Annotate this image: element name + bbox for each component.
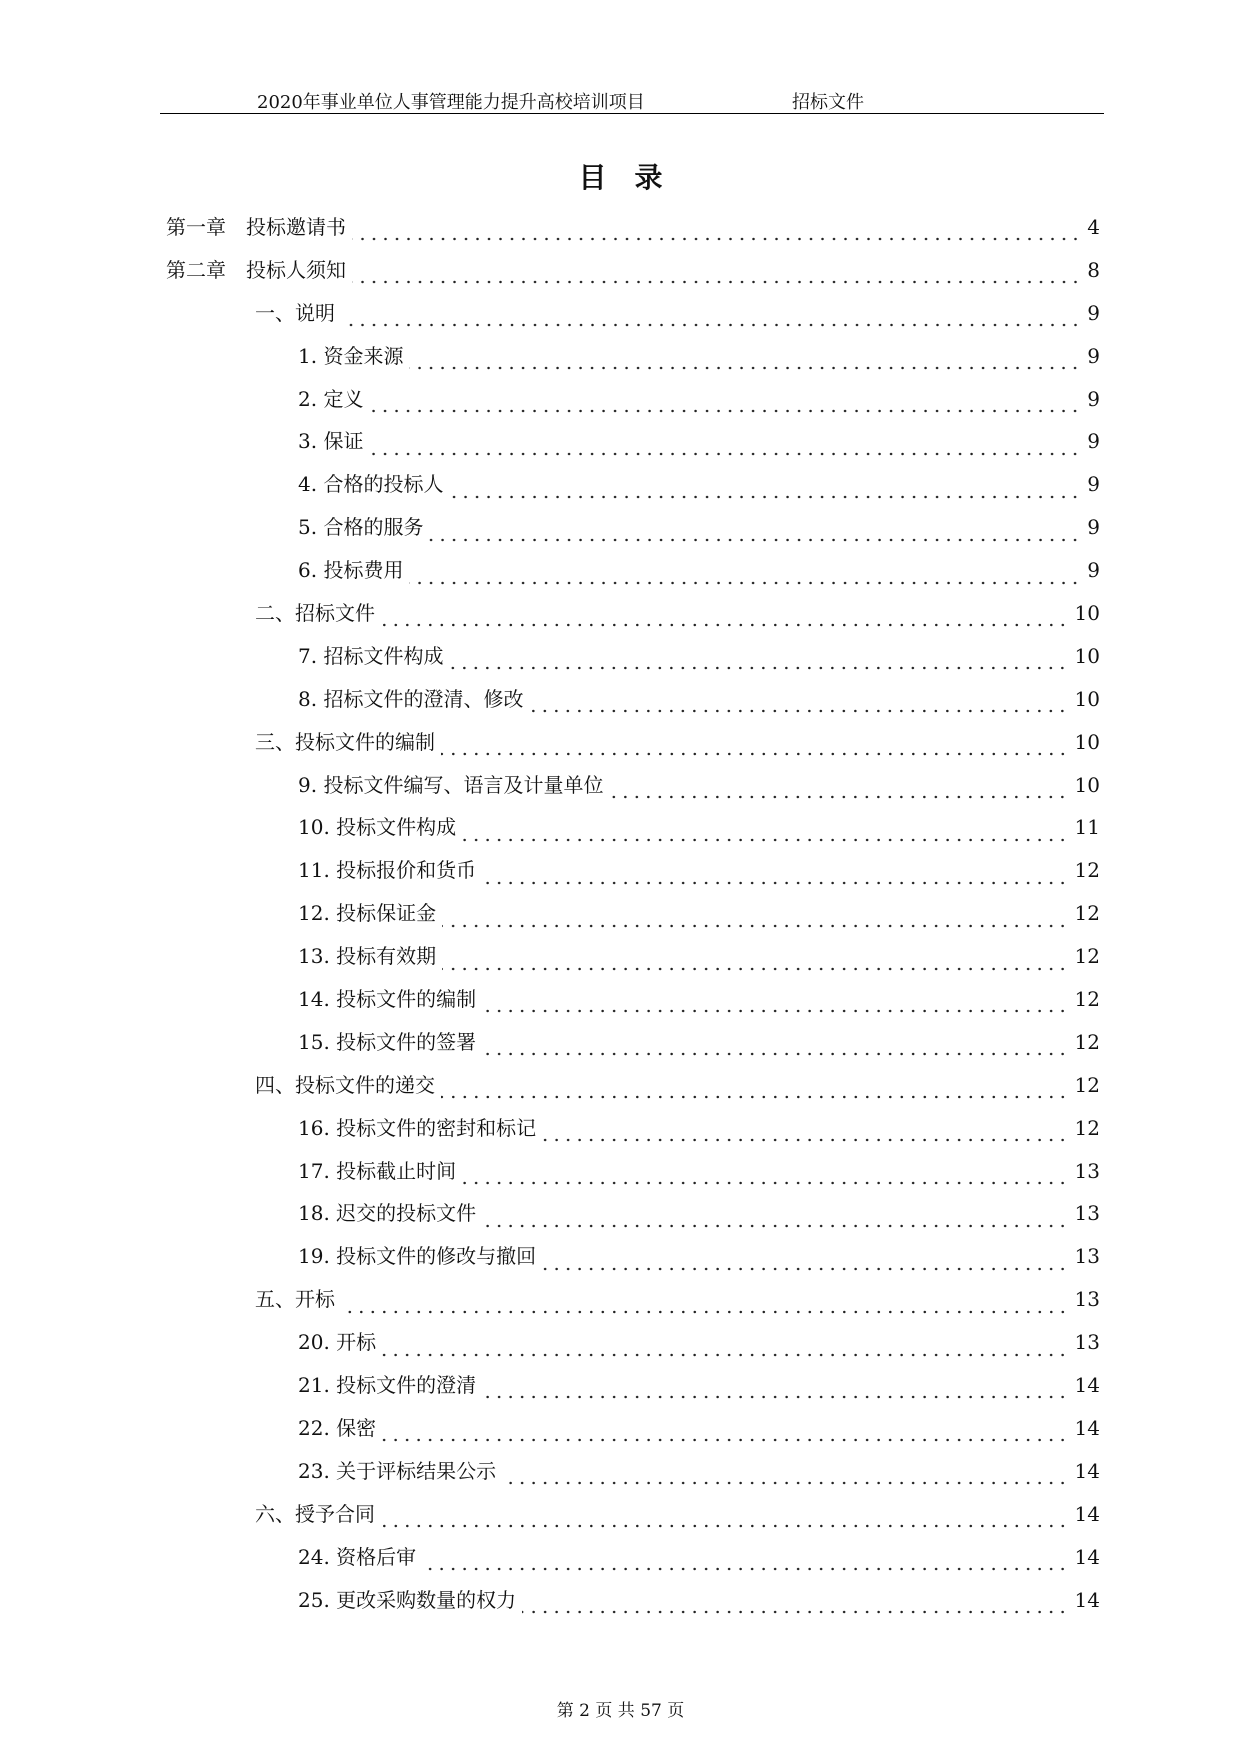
toc-entry[interactable] xyxy=(166,255,1100,298)
toc-entry-page: 14 xyxy=(1074,1544,1100,1569)
toc-entry-page: 9 xyxy=(1087,386,1100,411)
toc-entry-label: 16. 投标文件的密封和标记 xyxy=(298,1115,537,1140)
toc-entry-page: 10 xyxy=(1074,601,1100,626)
toc-entry[interactable] xyxy=(166,1241,1100,1284)
dot-leader xyxy=(482,881,1068,885)
toc-entry-page: 9 xyxy=(1087,472,1100,497)
toc-entry-label: 8. 招标文件的澄清、修改 xyxy=(298,686,524,711)
toc-entry-page: 12 xyxy=(1074,901,1100,926)
toc-entry-label: 3. 保证 xyxy=(298,429,364,454)
toc-entry[interactable] xyxy=(166,1413,1100,1456)
dot-leader xyxy=(442,967,1068,971)
dot-leader xyxy=(462,838,1068,842)
dot-leader xyxy=(382,1353,1068,1357)
dot-leader xyxy=(352,237,1081,241)
toc-entry-page: 12 xyxy=(1074,1029,1100,1054)
dot-leader xyxy=(369,452,1081,456)
toc-entry[interactable] xyxy=(166,298,1100,341)
toc-entry-page: 4 xyxy=(1087,215,1100,239)
toc-entry-label: 12. 投标保证金 xyxy=(298,901,437,926)
toc-entry[interactable] xyxy=(166,469,1100,512)
toc-entry-page: 14 xyxy=(1074,1415,1100,1440)
toc-entry-page: 9 xyxy=(1087,558,1100,583)
dot-leader xyxy=(482,1009,1068,1013)
table-of-contents xyxy=(166,212,1100,1627)
toc-entry-label: 2. 定义 xyxy=(298,386,364,411)
dot-leader xyxy=(409,366,1081,370)
dot-leader xyxy=(442,924,1068,928)
dot-leader xyxy=(441,752,1069,756)
toc-entry[interactable] xyxy=(166,941,1100,984)
toc-entry-label: 20. 开标 xyxy=(298,1330,377,1355)
toc-entry[interactable] xyxy=(166,1070,1100,1113)
toc-entry[interactable] xyxy=(166,1499,1100,1542)
toc-entry-label: 17. 投标截止时间 xyxy=(298,1158,457,1183)
dot-leader xyxy=(529,709,1068,713)
page-footer: 第 2 页 共 57 页 xyxy=(556,1701,685,1721)
toc-entry-label: 三、投标文件的编制 xyxy=(255,729,435,754)
toc-entry-page: 10 xyxy=(1074,729,1100,754)
page-title: 目录 xyxy=(578,161,691,194)
toc-entry-label: 7. 招标文件构成 xyxy=(298,643,444,668)
toc-entry-page: 14 xyxy=(1074,1373,1100,1398)
toc-entry-label: 六、授予合同 xyxy=(255,1501,375,1526)
toc-entry-label: 21. 投标文件的澄清 xyxy=(298,1373,477,1398)
toc-entry[interactable] xyxy=(166,555,1100,598)
toc-entry[interactable] xyxy=(166,341,1100,384)
dot-leader xyxy=(381,623,1069,627)
toc-entry-page: 9 xyxy=(1087,429,1100,454)
toc-entry[interactable] xyxy=(166,812,1100,855)
dot-leader xyxy=(609,795,1068,799)
toc-entry[interactable] xyxy=(166,1327,1100,1370)
toc-entry-page: 11 xyxy=(1074,815,1100,840)
toc-entry-page: 13 xyxy=(1074,1158,1100,1183)
toc-entry[interactable] xyxy=(166,1456,1100,1499)
toc-entry[interactable] xyxy=(166,426,1100,469)
toc-entry-page: 12 xyxy=(1074,944,1100,969)
toc-entry-label: 一、说明 xyxy=(255,300,335,325)
toc-entry[interactable] xyxy=(166,1585,1100,1628)
toc-entry-label: 18. 迟交的投标文件 xyxy=(298,1201,477,1226)
dot-leader xyxy=(341,323,1081,327)
toc-entry-page: 14 xyxy=(1074,1587,1100,1612)
toc-entry-label: 6. 投标费用 xyxy=(298,558,404,583)
dot-leader xyxy=(369,409,1081,413)
toc-entry[interactable] xyxy=(166,684,1100,727)
dot-leader xyxy=(449,495,1081,499)
toc-entry-label: 23. 关于评标结果公示 xyxy=(298,1458,497,1483)
toc-entry-page: 14 xyxy=(1074,1501,1100,1526)
toc-entry-page: 13 xyxy=(1074,1330,1100,1355)
toc-entry-label: 四、投标文件的递交 xyxy=(255,1072,435,1097)
toc-entry[interactable] xyxy=(166,898,1100,941)
toc-entry-page: 9 xyxy=(1087,343,1100,368)
toc-entry-page: 13 xyxy=(1074,1244,1100,1269)
dot-leader xyxy=(449,666,1068,670)
toc-entry[interactable] xyxy=(166,984,1100,1027)
toc-entry-label: 9. 投标文件编写、语言及计量单位 xyxy=(298,772,604,797)
toc-entry-page: 12 xyxy=(1074,1072,1100,1097)
toc-entry-label: 25. 更改采购数量的权力 xyxy=(298,1587,517,1612)
dot-leader xyxy=(381,1524,1069,1528)
toc-entry[interactable] xyxy=(166,1370,1100,1413)
toc-entry-label: 24. 资格后审 xyxy=(298,1544,417,1569)
toc-entry[interactable] xyxy=(166,598,1100,641)
dot-leader xyxy=(422,1567,1068,1571)
toc-entry-page: 12 xyxy=(1074,987,1100,1012)
toc-entry[interactable] xyxy=(166,855,1100,898)
dot-leader xyxy=(502,1481,1068,1485)
toc-entry[interactable] xyxy=(166,1198,1100,1241)
dot-leader xyxy=(542,1138,1068,1142)
toc-entry[interactable] xyxy=(166,212,1100,255)
toc-entry-label: 1. 资金来源 xyxy=(298,343,404,368)
toc-entry-label: 11. 投标报价和货币 xyxy=(298,858,477,883)
toc-entry-page: 12 xyxy=(1074,858,1100,883)
toc-entry-label: 4. 合格的投标人 xyxy=(298,472,444,497)
header-project-title: 2020年事业单位人事管理能力提升高校培训项目 xyxy=(257,92,645,113)
toc-entry-page: 10 xyxy=(1074,686,1100,711)
toc-entry-label: 二、招标文件 xyxy=(255,601,375,626)
toc-entry-page: 13 xyxy=(1074,1287,1100,1312)
toc-entry-label: 5. 合格的服务 xyxy=(298,515,424,540)
toc-entry[interactable] xyxy=(166,384,1100,427)
toc-entry[interactable] xyxy=(166,512,1100,555)
toc-entry[interactable] xyxy=(166,1542,1100,1585)
toc-entry-label: 13. 投标有效期 xyxy=(298,944,437,969)
toc-entry-label: 22. 保密 xyxy=(298,1415,377,1440)
toc-entry-page: 10 xyxy=(1074,772,1100,797)
page-header xyxy=(160,86,1104,114)
dot-leader xyxy=(352,280,1081,284)
dot-leader xyxy=(409,581,1081,585)
toc-entry[interactable] xyxy=(166,1284,1100,1327)
toc-entry-page: 9 xyxy=(1087,300,1100,325)
toc-entry[interactable] xyxy=(166,770,1100,813)
toc-entry-label: 15. 投标文件的签署 xyxy=(298,1029,477,1054)
toc-entry-label: 第二章 投标人须知 xyxy=(166,257,346,282)
toc-entry-page: 8 xyxy=(1087,257,1100,282)
dot-leader xyxy=(522,1610,1068,1614)
toc-entry-label: 五、开标 xyxy=(255,1287,335,1312)
toc-entry[interactable] xyxy=(166,727,1100,770)
toc-entry-page: 10 xyxy=(1074,643,1100,668)
dot-leader xyxy=(542,1267,1068,1271)
dot-leader xyxy=(482,1052,1068,1056)
toc-entry-label: 14. 投标文件的编制 xyxy=(298,987,477,1012)
toc-entry-label: 10. 投标文件构成 xyxy=(298,815,457,840)
toc-entry[interactable] xyxy=(166,1156,1100,1199)
dot-leader xyxy=(429,538,1081,542)
dot-leader xyxy=(341,1310,1069,1314)
dot-leader xyxy=(441,1095,1069,1099)
toc-entry-page: 9 xyxy=(1087,515,1100,540)
toc-entry-page: 13 xyxy=(1074,1201,1100,1226)
toc-entry[interactable] xyxy=(166,1027,1100,1070)
dot-leader xyxy=(482,1395,1068,1399)
toc-entry[interactable] xyxy=(166,1113,1100,1156)
dot-leader xyxy=(462,1181,1068,1185)
toc-entry[interactable] xyxy=(166,641,1100,684)
toc-entry-label: 第一章 投标邀请书 xyxy=(166,215,346,239)
toc-entry-page: 12 xyxy=(1074,1115,1100,1140)
dot-leader xyxy=(482,1224,1068,1228)
dot-leader xyxy=(382,1438,1068,1442)
toc-entry-page: 14 xyxy=(1074,1458,1100,1483)
header-document-type: 招标文件 xyxy=(792,92,864,113)
toc-entry-label: 19. 投标文件的修改与撤回 xyxy=(298,1244,537,1269)
